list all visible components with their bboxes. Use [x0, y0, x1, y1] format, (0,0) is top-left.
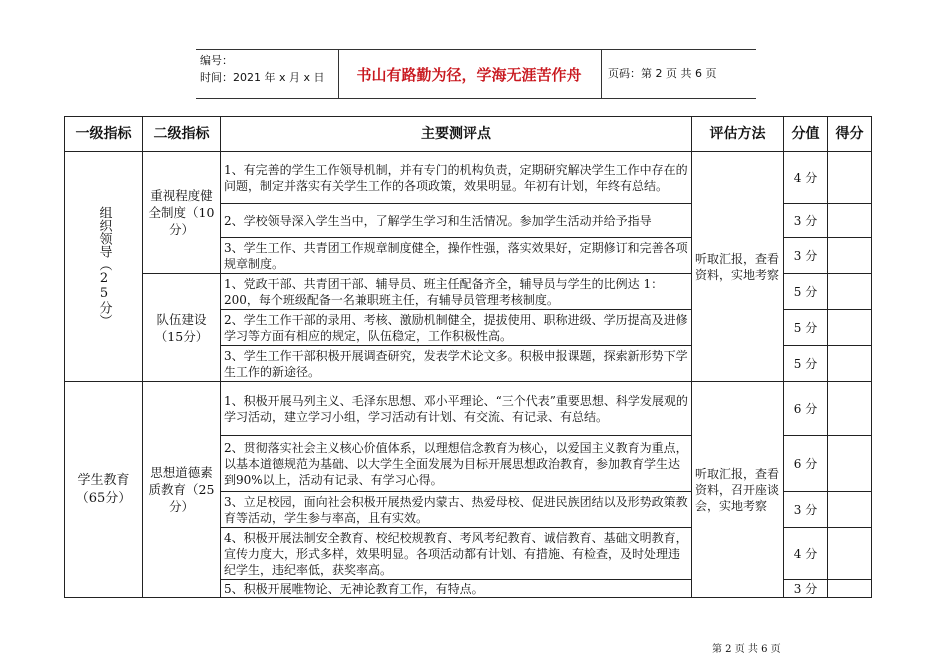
score-cell: 3 分	[784, 492, 828, 528]
score-cell: 6 分	[784, 382, 828, 436]
point-cell: 2、贯彻落实社会主义核心价值体系，以理想信念教育为核心，以爱国主义教育为重点，以基本道德规范为基础、以大学生全面发展为目标开展思想政治教育，参加教育学生达到90%以上，活动有记录、有学习心得。	[221, 436, 692, 492]
level2-cell	[143, 152, 221, 274]
level1-label: 学生教育（65分）	[75, 472, 132, 506]
table-row	[65, 382, 872, 436]
got-score-cell	[828, 238, 872, 274]
header-motto: 书山有路勤为径，学海无涯苦作舟	[356, 66, 582, 84]
got-score-cell	[828, 310, 872, 346]
table-header-row	[65, 117, 872, 152]
header-left	[200, 52, 325, 86]
level2-label: 思想道德素质教育（25分）	[148, 465, 215, 514]
method-cell: 听取汇报，查看资料，召开座谈会，实地考察	[692, 382, 784, 598]
point-cell: 5、积极开展唯物论、无神论教育工作，有特点。	[221, 580, 692, 598]
got-score-cell	[828, 528, 872, 580]
score-cell: 3 分	[784, 238, 828, 274]
point-cell: 2、学生工作干部的录用、考核、激励机制健全，提拔使用、职称进级、学历提高及进修学习等方面有相应的规定，队伍稳定，工作积极性高。	[221, 310, 692, 346]
score-cell: 3 分	[784, 580, 828, 598]
point-cell: 3、立足校园，面向社会积极开展热爱内蒙古、热爱母校、促进民族团结以及形势政策教育等活动，学生参与率高，且有实效。	[221, 492, 692, 528]
header-level1: 一级指标	[65, 117, 143, 152]
method-cell: 听取汇报，查看资料，实地考察	[692, 152, 784, 382]
got-score-cell	[828, 492, 872, 528]
table-row	[65, 152, 872, 204]
score-cell: 5 分	[784, 346, 828, 382]
got-score-cell	[828, 580, 872, 598]
evaluation-table	[64, 116, 872, 598]
level1-cell	[65, 382, 143, 598]
point-cell: 1、有完善的学生工作领导机制，并有专门的机构负责，定期研究解决学生工作中存在的问题，制定并落实有关学生工作的各项政策，效果明显。年初有计划，年终有总结。	[221, 152, 692, 204]
level2-cell	[143, 382, 221, 598]
score-cell: 3 分	[784, 204, 828, 238]
header-score: 分值	[784, 117, 828, 152]
header-main-points: 主要测评点	[221, 117, 692, 152]
header-got-score: 得分	[828, 117, 872, 152]
point-cell: 1、党政干部、共青团干部、辅导员、班主任配备齐全，辅导员与学生的比例达 1：200，每个班级配备一名兼职班主任，有辅导员管理考核制度。	[221, 274, 692, 310]
got-score-cell	[828, 346, 872, 382]
level1-cell	[65, 152, 143, 382]
score-cell: 4 分	[784, 152, 828, 204]
level2-cell	[143, 274, 221, 382]
point-cell: 2、学校领导深入学生当中，了解学生学习和生活情况。参加学生活动并给予指导	[221, 204, 692, 238]
header-page-info: 页码：第 2 页 共 6 页	[608, 67, 717, 80]
level2-label: 队伍建设（15分）	[154, 311, 209, 344]
got-score-cell	[828, 274, 872, 310]
level1-label: 组织领导（25分）	[96, 206, 112, 327]
page-header	[196, 49, 756, 99]
score-cell: 6 分	[784, 436, 828, 492]
point-cell: 4、积极开展法制安全教育、校纪校规教育、考风考纪教育、诚信教育、基础文明教育，宣传力度大，形式多样，效果明显。各项活动都有计划、有措施、有检查，及时处理违纪学生，违纪率低，获奖率高。	[221, 528, 692, 580]
point-cell: 3、学生工作、共青团工作规章制度健全，操作性强，落实效果好，定期修订和完善各项规章制度。	[221, 238, 692, 274]
got-score-cell	[828, 152, 872, 204]
header-method: 评估方法	[692, 117, 784, 152]
number-label: 编号：	[200, 54, 233, 67]
got-score-cell	[828, 436, 872, 492]
header-divider	[601, 50, 602, 98]
point-cell: 1、积极开展马列主义、毛泽东思想、邓小平理论、“三个代表”重要思想、科学发展观的学习活动，建立学习小组，学习活动有计划、有交流、有记录、有总结。	[221, 382, 692, 436]
score-cell: 4 分	[784, 528, 828, 580]
point-cell: 3、学生工作干部积极开展调查研究，发表学术论文多。积极申报课题，探索新形势下学生工作的新途径。	[221, 346, 692, 382]
time-label: 时间：2021 年 x 月 x 日	[200, 71, 325, 84]
got-score-cell	[828, 382, 872, 436]
score-cell: 5 分	[784, 274, 828, 310]
score-cell: 5 分	[784, 310, 828, 346]
got-score-cell	[828, 204, 872, 238]
page-footer: 第 2 页 共 6 页	[712, 644, 781, 655]
level2-label: 重视程度健全制度（10分）	[148, 188, 215, 237]
header-level2: 二级指标	[143, 117, 221, 152]
